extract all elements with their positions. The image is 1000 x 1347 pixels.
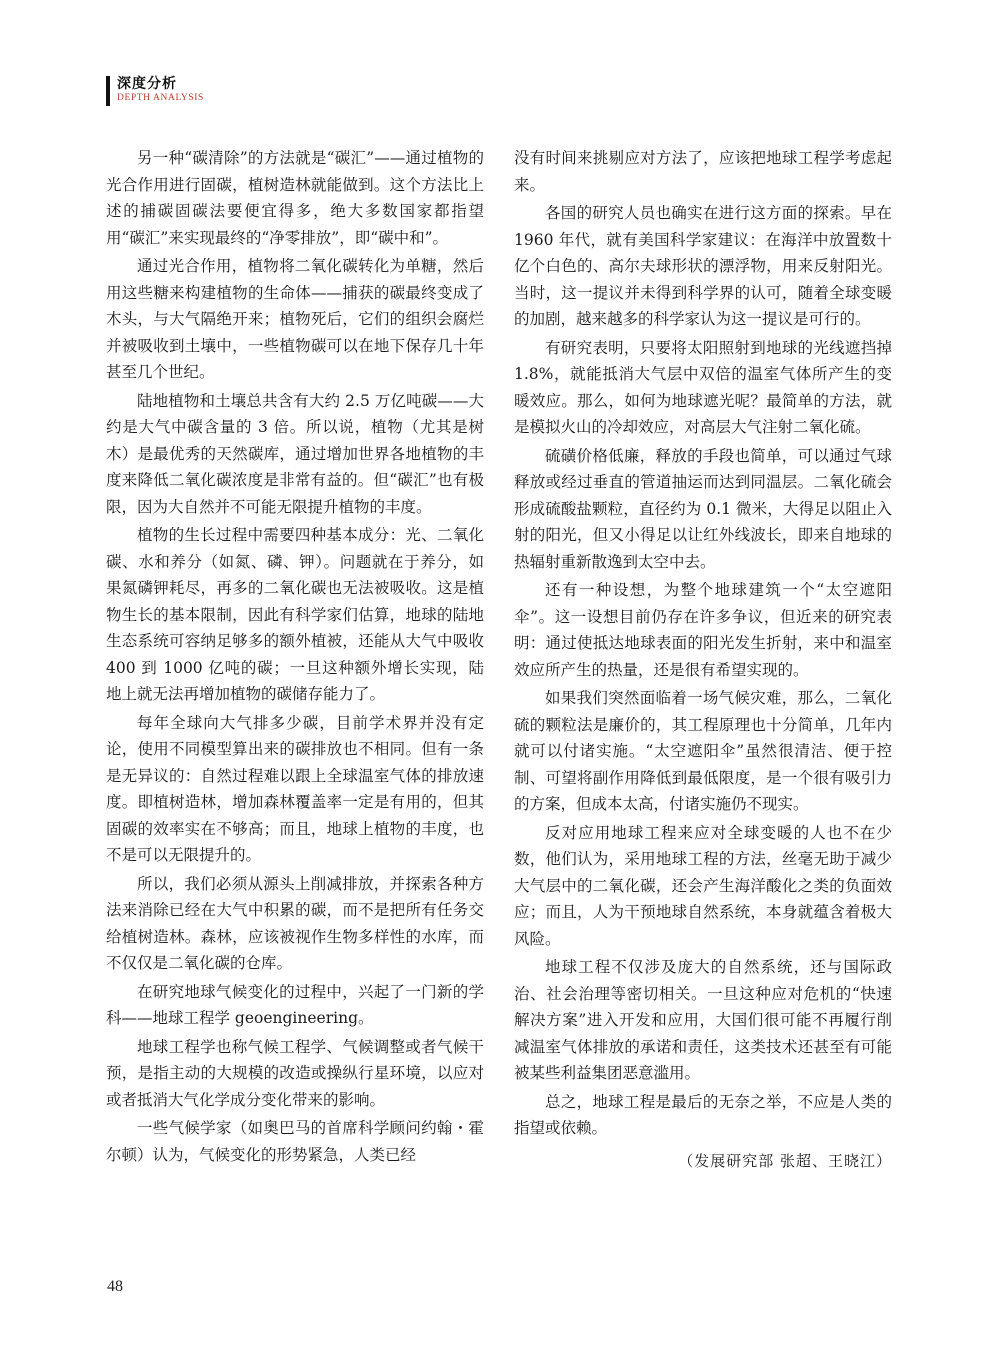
paragraph: 还有一种设想，为整个地球建筑一个“太空遮阳伞”。这一设想目前仍存在许多争议，但近来的研究表明：通过使抵达地球表面的阳光发生折射，来中和温室效应所产生的热量，还是很有希望实现的。: [514, 581, 892, 679]
paragraph: 地球工程学也称气候工程学、气候调整或者气候干预，是指主动的大规模的改造或操纵行星环境，以应对或者抵消大气化学成分变化带来的影响。: [106, 1037, 484, 1109]
paragraph: 通过光合作用，植物将二氧化碳转化为单糖，然后用这些糖来构建植物的生命体——捕获的碳最终变成了木头，与大气隔绝开来；植物死后，它们的组织会腐烂并被吸收到土壤中，一些植物碳可以在地下保存几十年甚至几个世纪。: [106, 257, 484, 381]
paragraph: 在研究地球气候变化的过程中，兴起了一门新的学科——地球工程学 geoengineering。: [106, 982, 484, 1027]
paragraph: 植物的生长过程中需要四种基本成分：光、二氧化碳、水和养分（如氮、磷、钾）。问题就在于养分，如果氮磷钾耗尽，再多的二氧化碳也无法被吸收。这是植物生长的基本限制，因此有科学家们估算，地球的陆地生态系统可容纳足够多的额外植被，还能从大气中吸收 400 到 1000 亿吨的碳；一旦这种额外增长实现，陆地上就无法再增加植物的碳储存能力了。: [106, 526, 484, 703]
paragraph: 地球工程不仅涉及庞大的自然系统，还与国际政治、社会治理等密切相关。一旦这种应对危机的“快速解决方案”进入开发和应用，大国们很可能不再履行削减温室气体排放的承诺和责任，这类技术还甚至有可能被某些利益集团恶意滥用。: [514, 958, 892, 1082]
paragraph: 如果我们突然面临着一场气候灾难，那么，二氧化硫的颗粒法是廉价的，其工程原理也十分简单，几年内就可以付诸实施。“太空遮阳伞”虽然很清洁、便于控制、可望将副作用降低到最低限度，是一个很有吸引力的方案，但成本太高，付诸实施仍不现实。: [514, 689, 892, 813]
paragraph: 反对应用地球工程来应对全球变暖的人也不在少数，他们认为，采用地球工程的方法，丝毫无助于减少大气层中的二氧化碳，还会产生海洋酸化之类的负面效应；而且，人为干预地球自然系统，本身就蕴含着极大风险。: [514, 823, 892, 948]
right-column: [514, 145, 892, 1174]
paragraph-continued: 没有时间来挑剔应对方法了，应该把地球工程学考虑起来。: [514, 149, 892, 194]
paragraph: 另一种“碳清除”的方法就是“碳汇”——通过植物的光合作用进行固碳，植树造林就能做到。这个方法比上述的捕碳固碳法要便宜得多，绝大多数国家都指望用“碳汇”来实现最终的“净零排放”，即“碳中和”。: [106, 149, 484, 247]
paragraph: 所以，我们必须从源头上削减排放，并探索各种方法来消除已经在大气中积累的碳，而不是把所有任务交给植树造林。森林，应该被视作生物多样性的水库，而不仅仅是二氧化碳的仓库。: [106, 874, 484, 972]
paragraph: 总之，地球工程是最后的无奈之举，不应是人类的指望或依赖。: [514, 1092, 892, 1137]
paragraph: 有研究表明，只要将太阳照射到地球的光线遮挡掉 1.8%，就能抵消大气层中双倍的温室气体所产生的变暖效应。那么，如何为地球遮光呢？最简单的方法，就是模拟火山的冷却效应，对高层大气注射二氧化硫。: [514, 338, 892, 436]
paragraph: 一些气候学家（如奥巴马的首席科学顾问约翰・霍尔顿）认为，气候变化的形势紧急，人类已经: [106, 1119, 484, 1164]
section-title: 深度分析: [117, 76, 177, 92]
section-header: [106, 76, 204, 106]
paragraph: 硫磺价格低廉，释放的手段也简单，可以通过气球释放或经过垂直的管道抽运而达到同温层。二氧化硫会形成硫酸盐颗粒，直径约为 0.1 微米，大得足以阻止入射的阳光，但又小得足以让红外线波长，即来自地球的热辐射重新散逸到太空中去。: [514, 446, 892, 571]
paragraph: 陆地植物和土壤总共含有大约 2.5 万亿吨碳——大约是大气中碳含量的 3 倍。所以说，植物（尤其是树木）是最优秀的天然碳库，通过增加世界各地植物的丰度来降低二氧化碳浓度是非常有益的。但“碳汇”也有极限，因为大自然并不可能无限提升植物的丰度。: [106, 391, 484, 516]
left-column: [106, 145, 484, 1170]
paragraph: 各国的研究人员也确实在进行这方面的探索。早在 1960 年代，就有美国科学家建议：在海洋中放置数十亿个白色的、高尔夫球形状的漂浮物，用来反射阳光。当时，这一提议并未得到科学界的认可，随着全球变暖的加剧，越来越多的科学家认为这一提议是可行的。: [514, 204, 892, 328]
paragraph: 每年全球向大气排多少碳，目前学术界并没有定论，使用不同模型算出来的碳排放也不相同。但有一条是无异议的：自然过程难以跟上全球温室气体的排放速度。即植树造林，增加森林覆盖率一定是有用的，但其固碳的效率实在不够高；而且，地球上植物的丰度，也不是可以无限提升的。: [106, 713, 484, 864]
page-number: 48: [107, 1278, 123, 1295]
author-byline: （发展研究部 张超、王晓江）: [678, 1151, 892, 1170]
section-subtitle: DEPTH ANALYSIS: [117, 93, 204, 103]
